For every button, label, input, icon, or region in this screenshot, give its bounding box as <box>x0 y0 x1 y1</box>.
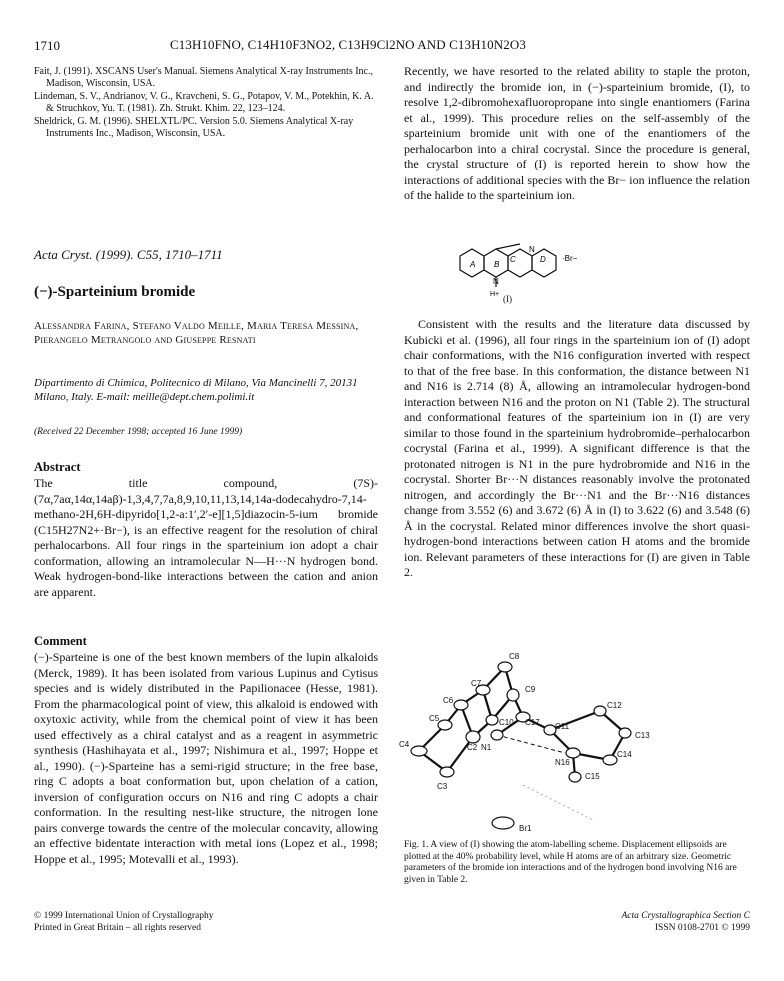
atom-label: C9 <box>525 685 536 694</box>
references-list <box>34 66 378 141</box>
atom-label: C2 <box>467 743 478 752</box>
atom-label: C14 <box>617 750 632 759</box>
comment-heading: Comment <box>34 634 87 648</box>
molecular-structure-drawing <box>395 645 745 840</box>
comment-body <box>34 650 378 867</box>
abstract-body <box>34 476 378 600</box>
ring-d-label: D <box>540 255 546 264</box>
atom-label: C7 <box>471 679 482 688</box>
atom-label: C10 <box>499 718 514 727</box>
reference-item: Fait, J. (1991). XSCANS User's Manual. Siemens Analytical X-ray Instruments Inc., Madison, Wisconsin, USA. <box>34 66 373 89</box>
ortep-figure <box>395 645 745 840</box>
atom-label: N1 <box>481 743 492 752</box>
atom-label: C12 <box>607 701 622 710</box>
intro-paragraph <box>404 64 750 204</box>
received-dates: (Received 22 December 1998; accepted 16 June 1999) <box>34 427 243 437</box>
discussion-body <box>404 317 750 581</box>
reference-item: Sheldrick, G. M. (1996). SHELXTL/PC. Version 5.0. Siemens Analytical X-ray Instruments Inc., Madison, Wisconsin, USA. <box>34 116 354 139</box>
bromide-label: ·Br− <box>562 254 578 263</box>
h-plus-label: H+ <box>490 291 500 298</box>
atom-label: C4 <box>399 740 410 749</box>
ring-c-label: C <box>510 255 516 264</box>
atom-label: C15 <box>585 772 600 781</box>
sparteine-structure-drawing <box>440 240 740 302</box>
page-number: 1710 <box>34 38 60 53</box>
abstract-text: The title compound, (7S)-(7α,7aα,14α,14aβ)-1,3,4,7,7a,8,9,10,11,13,14,14a-dodecahydro-7,14-methano-2H,6H-dipyrido[1,2-a:1′,2′-e][1,5]diazocin-5-ium bromide (C15H27N2+·Br−), is an effective reagent for the resolution of chiral perhalocarbons. All four rings in the sparteinium ion adopt a chair conformation, allowing an intramolecular N—H···N hydrogen bond. Weak hydrogen-bond-like interactions between the cation and anion are apparent. <box>34 476 378 599</box>
atom-label: Br1 <box>519 824 532 833</box>
affiliation: Dipartimento di Chimica, Politecnico di Milano, Via Mancinelli 7, 20131 Milano, Italy. E-mail: meille@dept.chem.polimi.it <box>34 377 358 403</box>
issn-line: ISSN 0108-2701 © 1999 <box>654 923 750 933</box>
n-top-label: N <box>529 245 535 254</box>
ring-b-label: B <box>494 260 500 269</box>
figure-caption: Fig. 1. A view of (I) showing the atom-labelling scheme. Displacement ellipsoids are plotted at the 40% probability level, while H atoms are of an arbitrary size. Geometric parameters of the bromide ion interactions and of the hydrogen bond involving N16 are given in Table 2. <box>404 840 737 885</box>
reference-item: Lindeman, S. V., Andrianov, V. G., Kravcheni, S. G., Potapov, V. M., Potekhin, K. A. & Struchkov, Yu. T. (1981). Zh. Strukt. Khim. 22, 123–124. <box>34 91 374 114</box>
chemical-scheme <box>440 240 740 302</box>
running-title: C13H10FNO, C14H10F3NO2, C13H9Cl2NO AND C13H10N2O3 <box>170 37 526 52</box>
atom-label: C6 <box>443 696 454 705</box>
copyright-line: © 1999 International Union of Crystallography <box>34 911 214 921</box>
atom-label: C8 <box>509 652 520 661</box>
atom-label: C13 <box>635 731 650 740</box>
intro-text: Recently, we have resorted to the related ability to staple the proton, and indirectly the bromide ion, in (−)-sparteinium bromide, (I), to resolve 1,2-dibromohexafluoropropane into single enantiomers (Farina et al., 1999). This procedure relies on the self-assembly of the sparteinium bromide unit with one of the enantiomers of the perhalocarbon into a chiral cocrystal. Since the procedure is general, the crystal structure of (I) is reported herein to show how the interactions of additional species with the Br− ion influence the relation of the halide to the sparteinium ion. <box>404 64 750 202</box>
atom-label: C11 <box>555 722 570 731</box>
comment-text: (−)-Sparteine is one of the best known members of the lupin alkaloids (Merck, 1989). It has been isolated from various Lupinus and Cytisus species and is widely distributed in the Papilionacee (Hesse, 1981). From the pharmacological point of view, this alkaloid is endowed with oxytoxic activity, while from the chemical point of view it has been used effectively as a chiral catalyst and as a reagent in asymmetric synthesis (Hashihayata et al., 1997; Nishimura et al., 1997; Hoppe et al., 1990). (−)-Sparteine has a semi-rigid structure; in the free base, ring C adopts a boat conformation but, upon chelation of a cation, inversion of configuration occurs on N16 and ring C adopts a chair conformation. In the resulting nest-like structure, the nitrogen lone pairs converge towards the centre of the molecular concavity, allowing an effective bidentate interaction with metal ions (Lopez et al., 1998; Hoppe et al., 1995; Motevalli et al., 1993). <box>34 650 378 866</box>
atom-label: N16 <box>555 758 570 767</box>
author-list: Alessandra Farina, Stefano Valdo Meille, Maria Teresa Messina, Pierangelo Metrangolo and Giuseppe Resnati <box>34 320 359 346</box>
printed-line: Printed in Great Britain – all rights reserved <box>34 923 201 933</box>
atom-label: C17 <box>525 718 540 727</box>
ring-a-label: A <box>470 260 476 269</box>
article-citation: Acta Cryst. (1999). C55, 1710–1711 <box>34 247 223 262</box>
atom-label: C5 <box>429 714 440 723</box>
scheme-label: (I) <box>503 294 512 304</box>
discussion-text: Consistent with the results and the literature data discussed by Kubicki et al. (1996), all four rings in the sparteinium ion of (I) adopt chair conformations, with the N16 configuration inverted with respect to that of the free base. In this conformation, the distance between N1 and N16 is 2.714 (8) Å, allowing an intramolecular hydrogen-bond interaction between N16 and the proton on N1 (Table 2). The structural and conformational features of the sparteinium ion in (I) are very similar to those found in the sparteinium hydrobromide–perhalocarbon cocrystal (Farina et al., 1999). A significant difference is that the protonated nitrogen is N1 in the pure hydrobromide and N16 in the cocrystal. Shorter Br···N distances reasonably involve the protonated nitrogen, and accordingly the Br···N1 and the Br···N16 distances change from 3.552 (6) and 3.672 (6) Å in (I) to 3.622 (6) and 3.548 (6) Å in the cocrystal. Related minor differences involve the short quasi-hydrogen-bond interactions between cation H atoms and the bromide ion. Relevant parameters of these interactions for (I) are given in Table 2. <box>404 317 750 579</box>
abstract-heading: Abstract <box>34 460 81 474</box>
atom-label: C3 <box>437 782 448 791</box>
n-bottom-label: N <box>493 277 499 286</box>
journal-name: Acta Crystallographica Section C <box>621 911 750 921</box>
article-title: (−)-Sparteinium bromide <box>34 284 196 300</box>
atom-ellipsoids <box>411 662 631 829</box>
